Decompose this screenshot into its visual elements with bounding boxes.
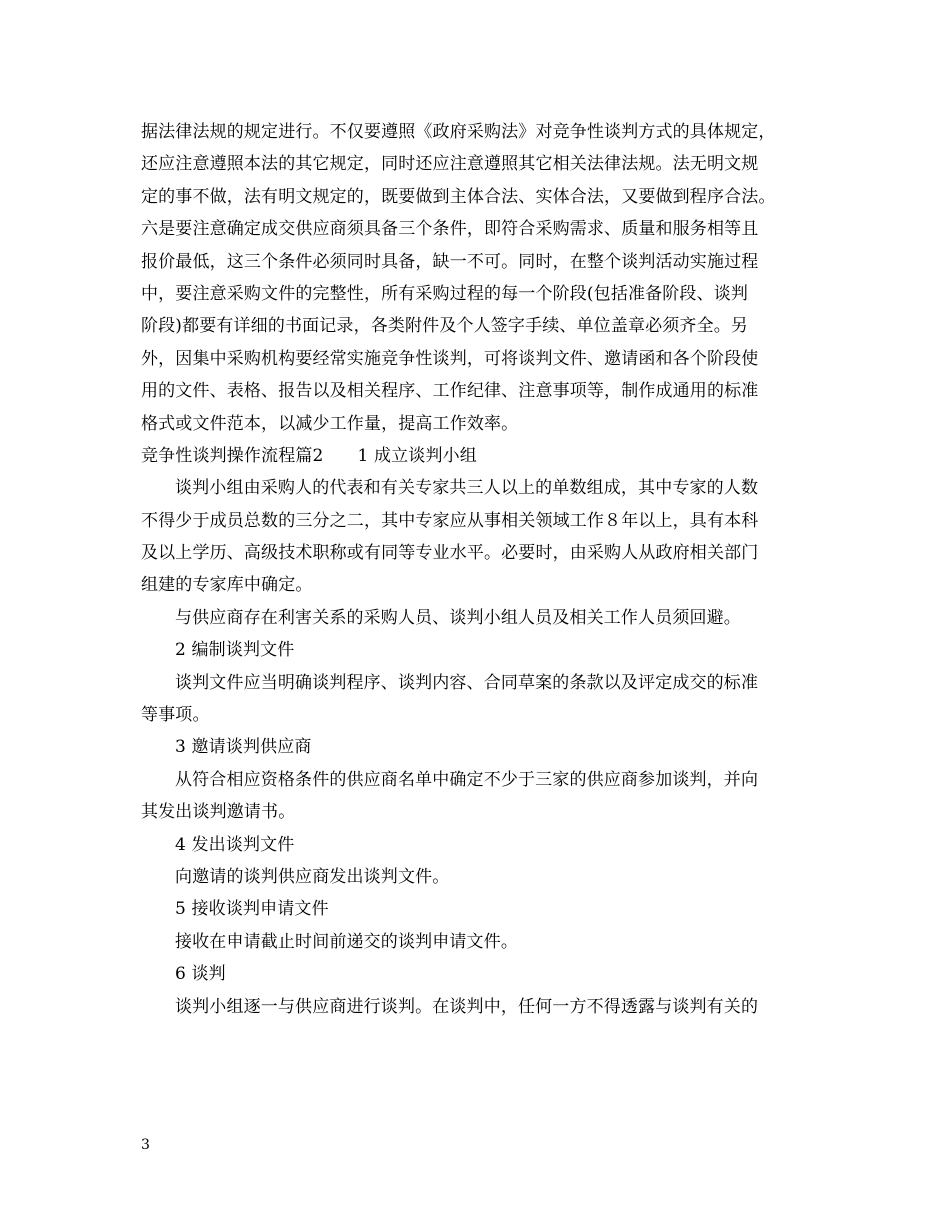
step-heading: 6 谈判 [175, 964, 226, 985]
paragraph-line: 与供应商存在利害关系的采购人员、谈判小组人员及相关工作人员须回避。 [175, 607, 741, 628]
section-first-step: 1 成立谈判小组 [357, 445, 477, 466]
paragraph-line: 接收在申请截止时间前递交的谈判申请文件。 [175, 931, 518, 952]
section-heading [141, 440, 821, 472]
paragraph-line: 向邀请的谈判供应商发出谈判文件。 [175, 866, 450, 887]
paragraph-line: 组建的专家库中确定。 [141, 575, 313, 596]
paragraph-line: 中，要注意采购文件的完整性，所有采购过程的每一个阶段(包括准备阶段、谈判 [141, 283, 749, 304]
step-heading: 4 发出谈判文件 [175, 834, 295, 855]
paragraph-line: 报价最低，这三个条件必须同时具备，缺一不可。同时，在整个谈判活动实施过程 [141, 251, 759, 272]
step-heading: 3 邀请谈判供应商 [175, 737, 312, 758]
paragraph-line: 用的文件、表格、报告以及相关程序、工作纪律、注意事项等，制作成通用的标准 [141, 381, 759, 402]
paragraph-line: 还应注意遵照本法的其它规定，同时还应注意遵照其它相关法律法规。法无明文规 [141, 154, 759, 175]
step-heading: 5 接收谈判申请文件 [175, 899, 329, 920]
paragraph-line: 谈判小组逐一与供应商进行谈判。在谈判中，任何一方不得透露与谈判有关的 [175, 996, 759, 1017]
paragraph-line: 格式或文件范本，以减少工作量，提高工作效率。 [141, 413, 519, 434]
paragraph-line: 六是要注意确定成交供应商须具备三个条件，即符合采购需求、质量和服务相等且 [141, 219, 759, 240]
paragraph-line: 定的事不做，法有明文规定的，既要做到主体合法、实体合法，又要做到程序合法。 [141, 186, 776, 207]
paragraph-line: 谈判小组由采购人的代表和有关专家共三人以上的单数组成，其中专家的人数 [175, 478, 759, 499]
document-body [141, 116, 821, 1023]
section-title: 竞争性谈判操作流程篇2 [141, 445, 324, 466]
paragraph-line: 不得少于成员总数的三分之二，其中专家应从事相关领域工作８年以上，具有本科 [141, 510, 759, 531]
paragraph-line: 谈判文件应当明确谈判程序、谈判内容、合同草案的条款以及评定成交的标准 [175, 672, 759, 693]
paragraph-line: 等事项。 [141, 705, 210, 726]
step-heading: 2 编制谈判文件 [175, 640, 295, 661]
paragraph-line: 其发出谈判邀请书。 [141, 802, 296, 823]
paragraph-line: 从符合相应资格条件的供应商名单中确定不少于三家的供应商参加谈判，并向 [175, 769, 759, 790]
paragraph-line: 外，因集中采购机构要经常实施竞争性谈判，可将谈判文件、邀请函和各个阶段使 [141, 348, 759, 369]
page-number: 3 [141, 1137, 150, 1153]
paragraph-line: 据法律法规的规定进行。不仅要遵照《政府采购法》对竞争性谈判方式的具体规定， [141, 122, 776, 142]
paragraph-line: 阶段)都要有详细的书面记录，各类附件及个人签字手续、单位盖章必须齐全。另 [141, 316, 749, 337]
paragraph-line: 及以上学历、高级技术职称或有同等专业水平。必要时，由采购人从政府相关部门 [141, 543, 759, 564]
